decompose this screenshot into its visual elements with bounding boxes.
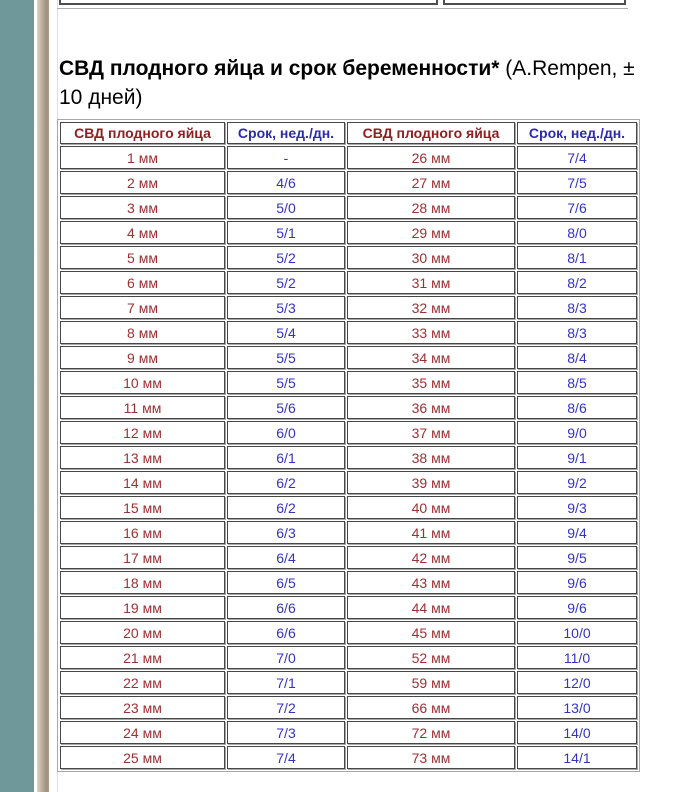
term-value-cell: 8/2 [517, 271, 637, 294]
svd-value-cell: 20 мм [60, 621, 225, 644]
term-value-cell: 8/4 [517, 346, 637, 369]
svd-value-cell: 44 мм [347, 596, 515, 619]
term-value-cell: 8/3 [517, 296, 637, 319]
table-row [60, 171, 637, 194]
svd-value-cell: 59 мм [347, 671, 515, 694]
term-value-cell: 6/3 [227, 521, 345, 544]
svd-value-cell: 23 мм [60, 696, 225, 719]
svd-value-cell: 25 мм [60, 746, 225, 769]
table-row [60, 671, 637, 694]
title-annotation-line2: 10 дней) [59, 86, 143, 109]
term-value-cell: - [227, 146, 345, 169]
term-value-cell: 14/0 [517, 721, 637, 744]
term-value-cell: 5/0 [227, 196, 345, 219]
table-row [60, 571, 637, 594]
term-value-cell: 8/3 [517, 321, 637, 344]
table-row [60, 321, 637, 344]
term-value-cell: 7/4 [517, 146, 637, 169]
svd-value-cell: 19 мм [60, 596, 225, 619]
table-row [60, 371, 637, 394]
term-value-cell: 8/0 [517, 221, 637, 244]
table-row [60, 271, 637, 294]
term-value-cell: 6/6 [227, 621, 345, 644]
svd-value-cell: 41 мм [347, 521, 515, 544]
term-value-cell: 7/4 [227, 746, 345, 769]
term-value-cell: 5/4 [227, 321, 345, 344]
svd-value-cell: 6 мм [60, 271, 225, 294]
table-row [60, 496, 637, 519]
svd-value-cell: 31 мм [347, 271, 515, 294]
term-value-cell: 5/6 [227, 396, 345, 419]
svd-value-cell: 73 мм [347, 746, 515, 769]
table-row [60, 396, 637, 419]
term-value-cell: 7/1 [227, 671, 345, 694]
term-value-cell: 8/6 [517, 396, 637, 419]
page-border-strip [37, 0, 49, 792]
table-row [60, 746, 637, 769]
table-row [60, 696, 637, 719]
term-value-cell: 6/2 [227, 471, 345, 494]
svd-value-cell: 1 мм [60, 146, 225, 169]
table-row [60, 646, 637, 669]
table-row [60, 471, 637, 494]
svd-value-cell: 10 мм [60, 371, 225, 394]
term-value-cell: 5/5 [227, 371, 345, 394]
term-value-cell: 9/4 [517, 521, 637, 544]
svd-value-cell: 43 мм [347, 571, 515, 594]
svd-value-cell: 28 мм [347, 196, 515, 219]
left-color-bar [0, 0, 34, 792]
svd-value-cell: 40 мм [347, 496, 515, 519]
svd-value-cell: 26 мм [347, 146, 515, 169]
svd-value-cell: 9 мм [60, 346, 225, 369]
term-value-cell: 5/1 [227, 221, 345, 244]
term-value-cell: 14/1 [517, 746, 637, 769]
column-header: СВД плодного яйца [60, 122, 225, 144]
term-value-cell: 6/2 [227, 496, 345, 519]
table-row [60, 421, 637, 444]
term-value-cell: 9/1 [517, 446, 637, 469]
column-header: СВД плодного яйца [347, 122, 515, 144]
svd-value-cell: 4 мм [60, 221, 225, 244]
term-value-cell: 7/2 [227, 696, 345, 719]
header-row [60, 122, 637, 144]
table-row [60, 146, 637, 169]
svd-value-cell: 16 мм [60, 521, 225, 544]
term-value-cell: 6/5 [227, 571, 345, 594]
term-value-cell: 13/0 [517, 696, 637, 719]
table-row [60, 221, 637, 244]
previous-table-remnant-cell [59, 0, 438, 5]
term-value-cell: 9/5 [517, 546, 637, 569]
svd-value-cell: 3 мм [60, 196, 225, 219]
svd-value-cell: 33 мм [347, 321, 515, 344]
table-row [60, 721, 637, 744]
svd-value-cell: 29 мм [347, 221, 515, 244]
term-value-cell: 10/0 [517, 621, 637, 644]
term-value-cell: 9/6 [517, 571, 637, 594]
svd-value-cell: 72 мм [347, 721, 515, 744]
table-row [60, 521, 637, 544]
svd-value-cell: 5 мм [60, 246, 225, 269]
term-value-cell: 12/0 [517, 671, 637, 694]
svd-value-cell: 30 мм [347, 246, 515, 269]
term-value-cell: 6/1 [227, 446, 345, 469]
term-value-cell: 4/6 [227, 171, 345, 194]
title-main: СВД плодного яйца и срок беременности* [59, 57, 500, 80]
svd-value-cell: 15 мм [60, 496, 225, 519]
title-annotation-line1: (A.Rempen, ± [499, 57, 635, 80]
table-row [60, 621, 637, 644]
table-head [60, 122, 637, 144]
svd-value-cell: 14 мм [60, 471, 225, 494]
term-value-cell: 11/0 [517, 646, 637, 669]
svd-value-cell: 42 мм [347, 546, 515, 569]
term-value-cell: 9/0 [517, 421, 637, 444]
term-value-cell: 6/6 [227, 596, 345, 619]
svd-value-cell: 37 мм [347, 421, 515, 444]
svd-value-cell: 21 мм [60, 646, 225, 669]
term-value-cell: 7/5 [517, 171, 637, 194]
svd-value-cell: 45 мм [347, 621, 515, 644]
svd-table [57, 119, 640, 772]
previous-table-remnant-cell [443, 0, 626, 5]
term-value-cell: 9/3 [517, 496, 637, 519]
svd-value-cell: 8 мм [60, 321, 225, 344]
term-value-cell: 5/3 [227, 296, 345, 319]
svd-value-cell: 35 мм [347, 371, 515, 394]
table-row [60, 446, 637, 469]
table-row [60, 596, 637, 619]
svd-table-container [57, 119, 640, 772]
svd-value-cell: 27 мм [347, 171, 515, 194]
term-value-cell: 9/2 [517, 471, 637, 494]
svd-value-cell: 24 мм [60, 721, 225, 744]
table-row [60, 346, 637, 369]
term-value-cell: 7/3 [227, 721, 345, 744]
column-header: Срок, нед./дн. [227, 122, 345, 144]
term-value-cell: 6/0 [227, 421, 345, 444]
svd-value-cell: 32 мм [347, 296, 515, 319]
term-value-cell: 5/2 [227, 271, 345, 294]
term-value-cell: 7/0 [227, 646, 345, 669]
table-body [60, 146, 637, 769]
svd-value-cell: 18 мм [60, 571, 225, 594]
svd-value-cell: 2 мм [60, 171, 225, 194]
svd-value-cell: 22 мм [60, 671, 225, 694]
svd-value-cell: 13 мм [60, 446, 225, 469]
svd-value-cell: 52 мм [347, 646, 515, 669]
term-value-cell: 5/2 [227, 246, 345, 269]
term-value-cell: 9/6 [517, 596, 637, 619]
term-value-cell: 8/5 [517, 371, 637, 394]
svd-value-cell: 7 мм [60, 296, 225, 319]
svd-value-cell: 34 мм [347, 346, 515, 369]
term-value-cell: 5/5 [227, 346, 345, 369]
svd-value-cell: 39 мм [347, 471, 515, 494]
svd-value-cell: 11 мм [60, 396, 225, 419]
table-row [60, 546, 637, 569]
svd-value-cell: 12 мм [60, 421, 225, 444]
table-row [60, 196, 637, 219]
column-header: Срок, нед./дн. [517, 122, 637, 144]
table-row [60, 296, 637, 319]
previous-table-border-line [57, 8, 628, 9]
svd-value-cell: 38 мм [347, 446, 515, 469]
term-value-cell: 6/4 [227, 546, 345, 569]
svd-value-cell: 66 мм [347, 696, 515, 719]
page-title [59, 54, 691, 112]
svd-value-cell: 17 мм [60, 546, 225, 569]
term-value-cell: 7/6 [517, 196, 637, 219]
term-value-cell: 8/1 [517, 246, 637, 269]
table-row [60, 246, 637, 269]
svd-value-cell: 36 мм [347, 396, 515, 419]
